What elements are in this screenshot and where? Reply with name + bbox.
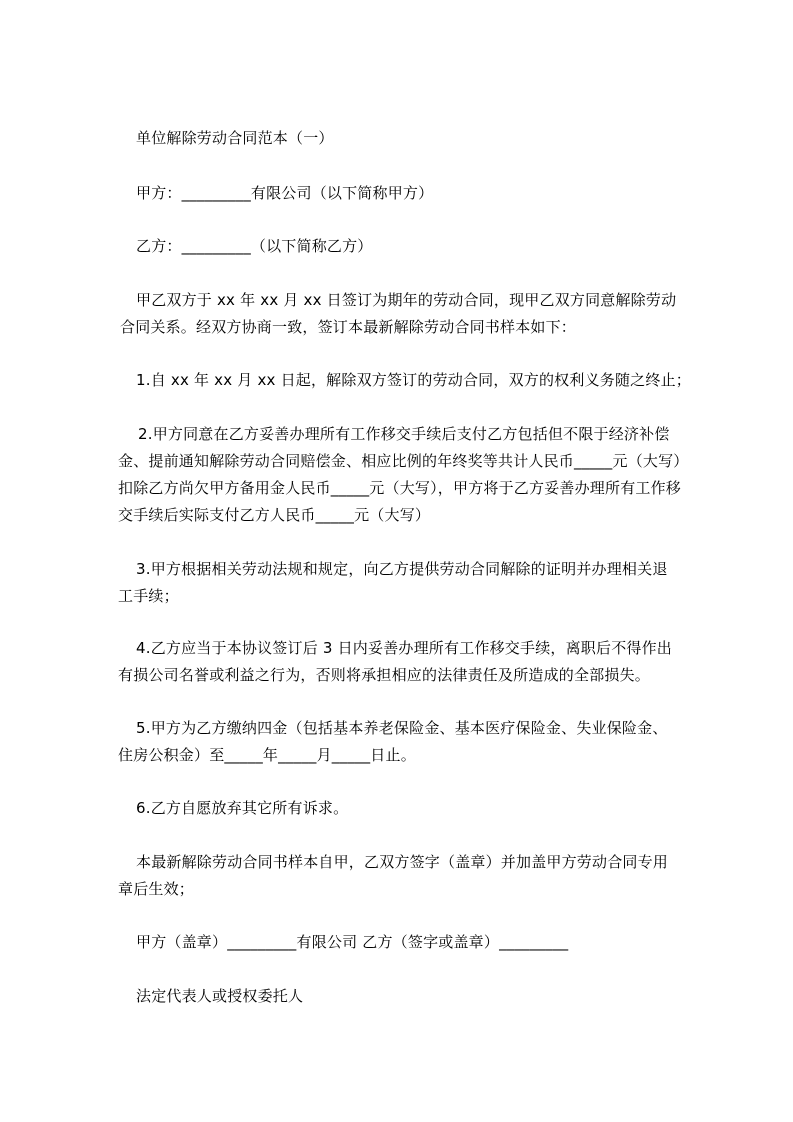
clause-2-line-4: 交手续后实际支付乙方人民币_____元（大写） <box>118 506 431 524</box>
clause-3-line-1: 3.甲方根据相关劳动法规和规定，向乙方提供劳动合同解除的证明并办理相关退 <box>136 560 668 578</box>
representative-line: 法定代表人或授权委托人 <box>136 987 304 1005</box>
clause-2-line-1: 2.甲方同意在乙方妥善办理所有工作移交手续后支付乙方包括但不限于经济补偿 <box>138 425 670 443</box>
clause-3-line-2: 工手续； <box>118 587 179 605</box>
party-b-line: 乙方：_________（以下简称乙方） <box>136 237 373 255</box>
clause-6-line-1: 6.乙方自愿放弃其它所有诉求。 <box>136 799 349 817</box>
clause-4-line-1: 4.乙方应当于本协议签订后 3 日内妥善办理所有工作移交手续，离职后不得作出 <box>136 639 672 657</box>
signature-line: 甲方（盖章）_________有限公司 乙方（签字或盖章）_________ <box>136 933 569 951</box>
intro-line-1: 甲乙双方于 xx 年 xx 月 xx 日签订为期年的劳动合同，现甲乙双方同意解除劳动 <box>136 291 677 309</box>
clause-2-line-3: 扣除乙方尚欠甲方备用金人民币_____元（大写），甲方将于乙方妥善办理所有工作移 <box>118 479 682 497</box>
document-title: 单位解除劳动合同范本（一） <box>136 129 334 147</box>
party-a-line: 甲方：_________有限公司（以下简称甲方） <box>136 184 434 202</box>
clause-2-line-2: 金、提前通知解除劳动合同赔偿金、相应比例的年终奖等共计人民币_____元（大写） <box>118 452 689 470</box>
effective-line-2: 章后生效； <box>118 880 195 898</box>
clause-5-line-1: 5.甲方为乙方缴纳四金（包括基本养老保险金、基本医疗保险金、失业保险金、 <box>136 719 668 737</box>
clause-1-line-1: 1.自 xx 年 xx 月 xx 日起，解除双方签订的劳动合同，双方的权利义务随之终止； <box>136 371 691 389</box>
effective-line-1: 本最新解除劳动合同书样本自甲，乙双方签字（盖章）并加盖甲方劳动合同专用 <box>136 853 669 871</box>
clause-4-line-2: 有损公司名誉或利益之行为，否则将承担相应的法律责任及所造成的全部损失。 <box>118 666 651 684</box>
clause-5-line-2: 住房公积金）至_____年_____月_____日止。 <box>118 746 416 764</box>
intro-line-2: 合同关系。经双方协商一致，签订本最新解除劳动合同书样本如下： <box>120 318 577 336</box>
